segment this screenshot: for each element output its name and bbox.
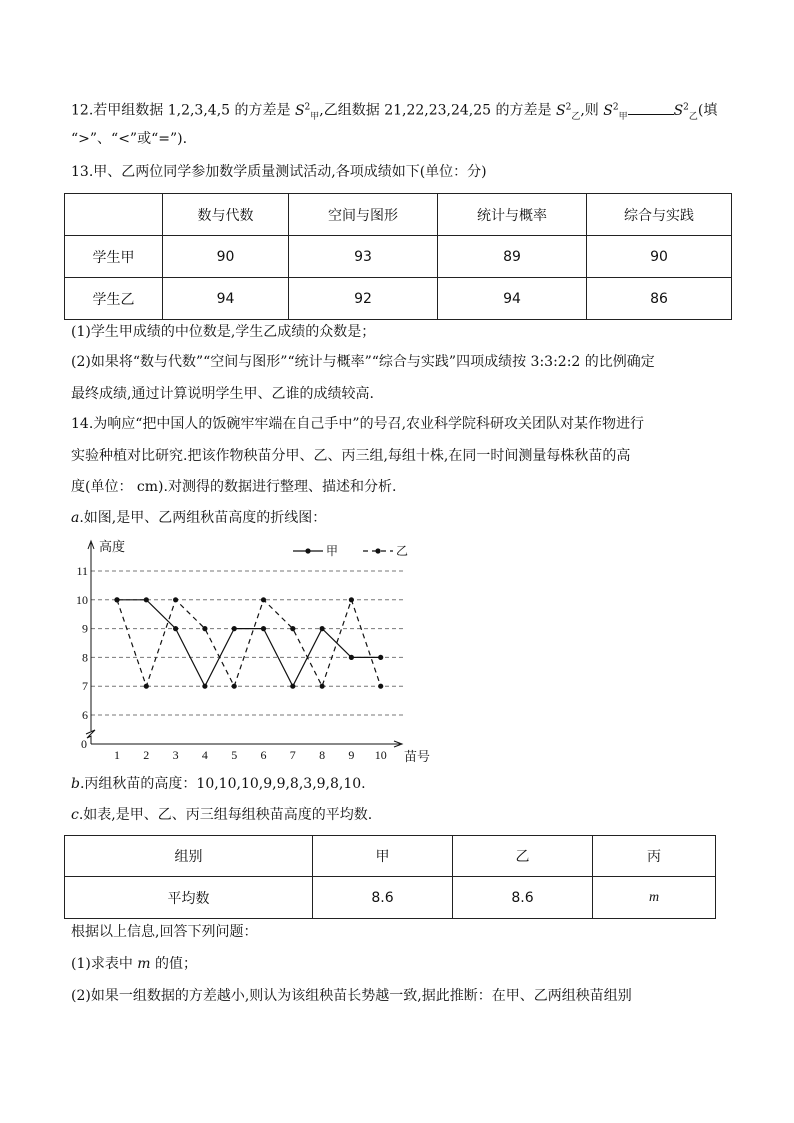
series-point-0	[173, 626, 178, 631]
series-point-0	[290, 684, 295, 689]
score-table-header-row	[65, 194, 732, 236]
legend-marker	[305, 548, 310, 553]
q12-line-1	[71, 97, 717, 126]
variance-yi-sup: 2	[565, 102, 572, 112]
y-tick-label: 11	[76, 564, 88, 578]
score-header-statistics: 统计与概率	[438, 194, 587, 236]
variance-jia-2	[603, 102, 628, 122]
q14-q1-a: (1)求表中	[71, 956, 138, 972]
score-cell: 90	[163, 236, 289, 278]
x-tick-label: 4	[201, 748, 208, 762]
variance-yi-symbol: S	[555, 102, 566, 119]
series-point-1	[232, 684, 237, 689]
average-cell: 8.6	[453, 877, 593, 919]
q13-part-2-line-1: (2)如果将“数与代数”“空间与图形”“统计与概率”“综合与实践”四项成绩按 3:3:2:2 的比例确定	[71, 354, 655, 370]
chart-legend	[293, 544, 408, 558]
origin-label: 0	[81, 737, 87, 751]
q13-part-1: (1)学生甲成绩的中位数是,学生乙成绩的众数是；	[71, 324, 376, 340]
y-axis-label: 高度	[99, 539, 126, 554]
axis-break-mark	[86, 730, 95, 744]
y-tick-label: 7	[82, 679, 88, 694]
legend-marker	[375, 548, 380, 553]
score-cell: 92	[289, 278, 438, 320]
x-tick-label: 9	[348, 748, 355, 762]
average-header-group: 组别	[65, 836, 313, 877]
average-cell-m: m	[593, 877, 716, 919]
line-chart	[78, 535, 438, 767]
series-point-0	[349, 655, 354, 660]
average-header-jia: 甲	[313, 836, 453, 877]
legend-label: 甲	[326, 544, 339, 558]
variance-yi	[555, 102, 581, 122]
item-b-text: .丙组秋苗的高度：10,10,10,9,9,8,3,9,8,10.	[79, 776, 366, 792]
q14-line-3: 度(单位： cm).对测得的数据进行整理、描述和分析.	[71, 479, 397, 495]
x-tick-label: 10	[374, 748, 387, 762]
series-point-1	[144, 684, 149, 689]
table-row	[65, 236, 732, 278]
y-tick-label: 10	[76, 592, 88, 607]
series-point-0	[232, 626, 237, 631]
chart-series	[114, 597, 383, 689]
item-a-label: a	[71, 510, 80, 526]
series-point-1	[290, 626, 295, 631]
x-tick-label: 3	[172, 748, 179, 762]
q12-text-c: ,则	[580, 102, 604, 119]
series-point-1	[173, 597, 178, 602]
series-point-0	[378, 655, 383, 660]
score-header-geometry: 空间与图形	[289, 194, 438, 236]
x-tick-label: 7	[289, 748, 296, 762]
q13-intro: 13.甲、乙两位同学参加数学质量测试活动,各项成绩如下(单位：分)	[71, 164, 487, 180]
q14-question-1	[71, 954, 197, 974]
variance-yi-sup-2: 2	[683, 102, 689, 112]
variance-yi-sub-2: 乙	[688, 111, 698, 122]
score-table-corner	[65, 194, 163, 236]
q14-a-line	[71, 508, 326, 528]
average-table	[64, 835, 716, 919]
table-row	[65, 877, 716, 919]
series-point-0	[261, 626, 266, 631]
q14-line-2: 实验种植对比研究.把该作物秧苗分甲、乙、丙三组,每组十株,在同一时间测量每株秋苗的高	[71, 448, 631, 464]
q13-part-2-line-2: 最终成绩,通过计算说明学生甲、乙谁的成绩较高.	[71, 386, 374, 402]
series-point-1	[261, 597, 266, 602]
x-tick-label: 8	[319, 748, 326, 762]
item-b-label: b	[71, 776, 80, 792]
item-a-text: .如图,是甲、乙两组秋苗高度的折线图：	[79, 510, 327, 526]
q14-q1-m: m	[137, 956, 151, 972]
score-cell: 93	[289, 236, 438, 278]
x-tick-label: 6	[260, 748, 267, 762]
series-point-1	[378, 684, 383, 689]
average-header-bing: 丙	[593, 836, 716, 877]
score-header-practice: 综合与实践	[587, 194, 732, 236]
average-table-header-row	[65, 836, 716, 877]
variance-yi-symbol-2: S	[673, 102, 684, 119]
row-label: 学生甲	[65, 236, 163, 278]
series-point-1	[202, 626, 207, 631]
score-cell: 94	[163, 278, 289, 320]
q14-after-text: 根据以上信息,回答下列问题：	[71, 924, 258, 940]
variance-jia-symbol-2: S	[603, 102, 613, 119]
score-cell: 86	[587, 278, 732, 320]
q12-text-b: ,乙组数据 21,22,23,24,25 的方差是	[319, 102, 556, 119]
series-point-1	[349, 597, 354, 602]
variance-jia-sup-2: 2	[612, 102, 619, 112]
series-point-1	[320, 684, 325, 689]
item-c-text: .如表,是甲、乙、丙三组每组秧苗高度的平均数.	[78, 807, 373, 823]
series-point-0	[144, 597, 149, 602]
series-point-0	[202, 684, 207, 689]
x-axis-label: 苗号	[404, 749, 431, 764]
row-label: 平均数	[65, 877, 313, 919]
x-tick-label: 2	[143, 748, 150, 762]
average-cell: 8.6	[313, 877, 453, 919]
variance-jia-symbol: S	[294, 102, 305, 119]
variance-yi-sub: 乙	[571, 111, 581, 122]
q12-text-d: (填	[697, 102, 718, 119]
score-cell: 94	[438, 278, 587, 320]
average-header-yi: 乙	[453, 836, 593, 877]
y-tick-label: 8	[82, 650, 88, 665]
y-tick-label: 9	[82, 621, 88, 636]
variance-yi-2	[673, 102, 698, 122]
variance-jia	[294, 102, 320, 122]
variance-jia-sub: 甲	[310, 111, 320, 122]
x-tick-label: 1	[114, 748, 120, 762]
series-line-1	[117, 600, 381, 686]
series-point-0	[320, 626, 325, 631]
q12-line-2: “>”、“<”或“=”).	[71, 131, 188, 147]
q14-question-2: (2)如果一组数据的方差越小,则认为该组秧苗长势越一致,据此推断：在甲、乙两组秧苗组别	[71, 988, 632, 1004]
legend-label: 乙	[396, 544, 409, 558]
item-c-label: c	[71, 807, 79, 823]
q14-b-line	[71, 774, 366, 794]
table-row	[65, 278, 732, 320]
q14-q1-b: 的值；	[150, 956, 198, 972]
series-point-1	[114, 597, 119, 602]
variance-jia-sub-2: 甲	[618, 111, 628, 122]
score-cell: 90	[587, 236, 732, 278]
variance-jia-sup: 2	[304, 102, 311, 112]
q14-c-line	[71, 805, 372, 825]
chart-grid	[91, 571, 404, 715]
chart-axes	[76, 539, 430, 764]
q14-line-1: 14.为响应“把中国人的饭碗牢牢端在自己手中”的号召,农业科学院科研攻关团队对某作物进行	[71, 416, 645, 432]
y-tick-label: 6	[82, 708, 88, 722]
answer-blank[interactable]	[628, 100, 674, 115]
q12-text-a: 12.若甲组数据 1,2,3,4,5 的方差是	[71, 102, 295, 119]
x-tick-label: 5	[231, 748, 238, 762]
score-header-algebra: 数与代数	[163, 194, 289, 236]
score-cell: 89	[438, 236, 587, 278]
score-table	[64, 193, 732, 320]
row-label: 学生乙	[65, 278, 163, 320]
